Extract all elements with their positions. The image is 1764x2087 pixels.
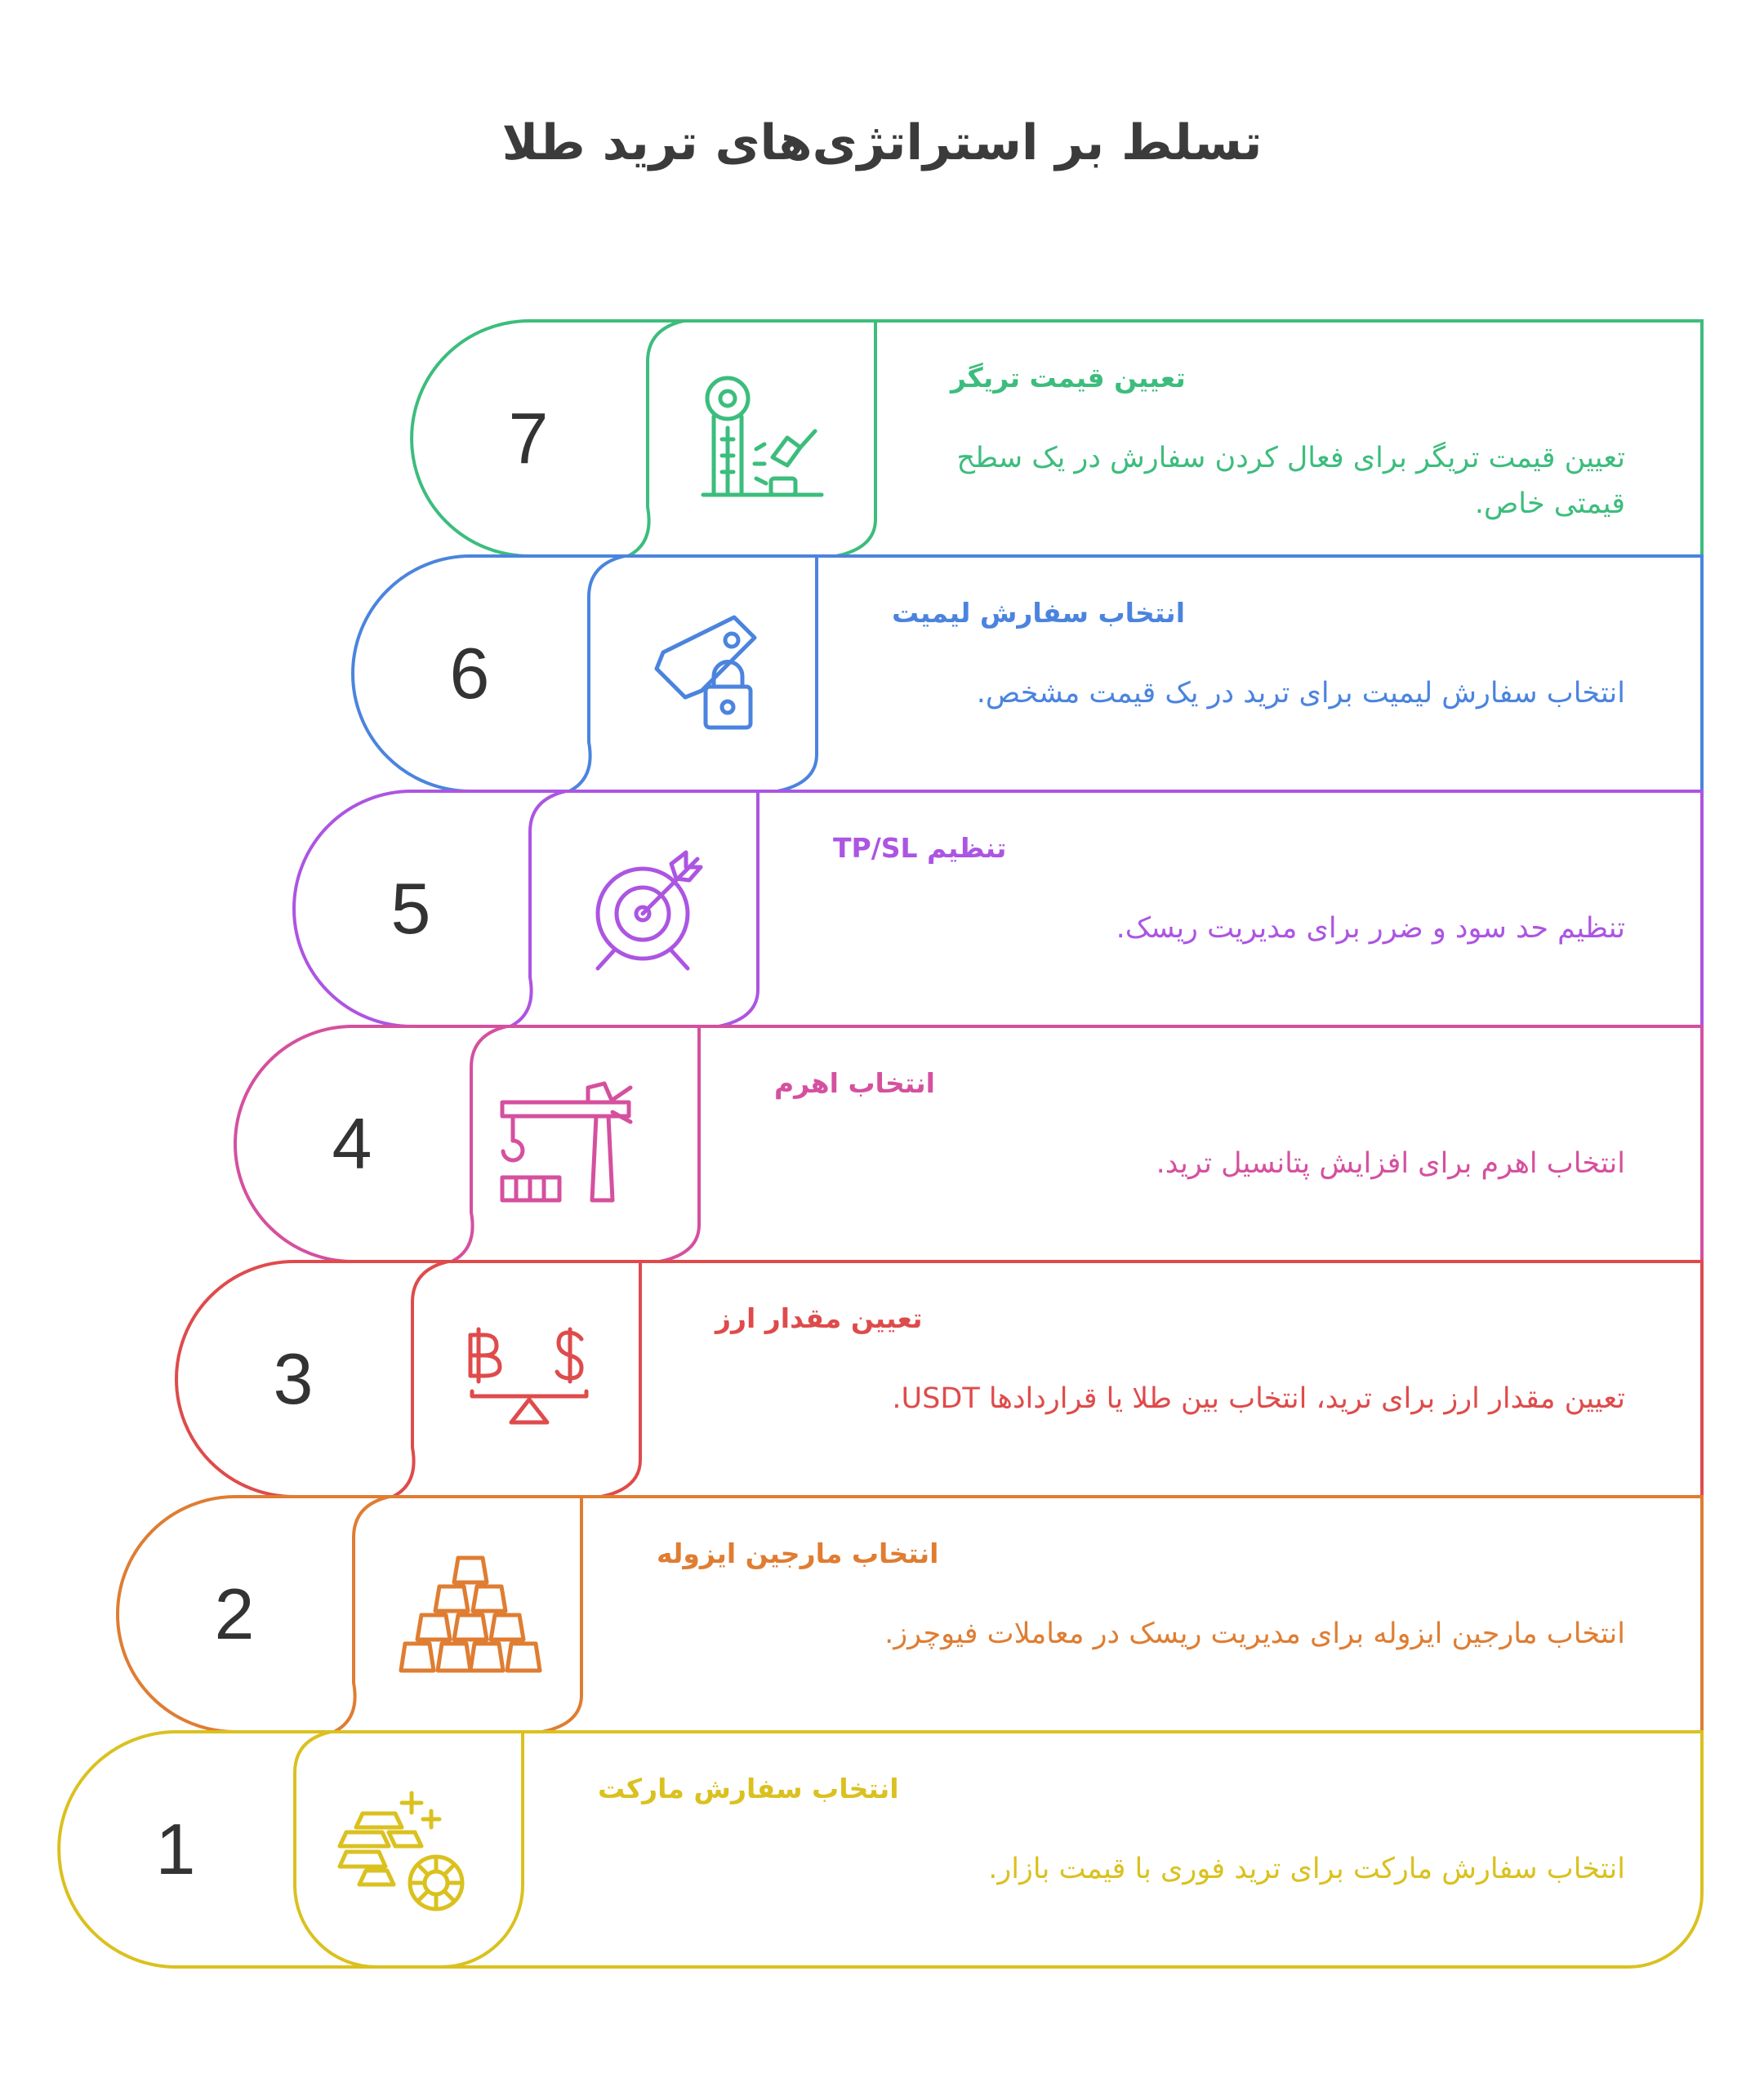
- icon-panel-1: [295, 1732, 523, 1967]
- step-description: تعیین مقدار ارز برای ترید، انتخاب بین طلا یا قراردادها USDT.: [892, 1382, 1625, 1415]
- step-title: انتخاب اهرم: [774, 1067, 935, 1099]
- step-title: تنظیم TP/SL: [833, 832, 1007, 864]
- step-title: انتخاب سفارش لیمیت: [892, 597, 1186, 629]
- icon-panel-7: [628, 321, 875, 556]
- step-number: 3: [273, 1338, 314, 1419]
- step-number: 5: [390, 868, 431, 949]
- step-description: انتخاب اهرم برای افزایش پتانسیل ترید.: [1156, 1147, 1625, 1180]
- step-description: انتخاب مارجین ایزوله برای مدیریت ریسک در معاملات فیوچرز.: [884, 1618, 1625, 1650]
- step-number: 2: [214, 1573, 255, 1654]
- step-number: 4: [332, 1103, 372, 1184]
- step-number: 7: [508, 398, 549, 478]
- step-title: انتخاب سفارش مارکت: [598, 1773, 899, 1804]
- step-description: تنظیم حد سود و ضرر برای مدیریت ریسک.: [1116, 912, 1625, 945]
- step-number: 6: [449, 633, 490, 714]
- step-description: انتخاب سفارش لیمیت برای ترید در یک قیمت مشخص.: [976, 677, 1625, 710]
- step-description: انتخاب سفارش مارکت برای ترید فوری با قیمت بازار.: [988, 1853, 1625, 1885]
- step-description: تعیین قیمت تریگر برای فعال کردن سفارش در یک سطح قیمتی خاص.: [956, 442, 1625, 520]
- icon-panel-4: [452, 1026, 699, 1262]
- icon-panel-6: [569, 556, 817, 791]
- page-title: تسلط بر استراتژی‌های ترید طلا: [501, 114, 1263, 171]
- icon-panel-5: [510, 791, 758, 1026]
- step-title: تعیین قیمت تریگر: [951, 362, 1186, 394]
- step-title: تعیین مقدار ارز: [715, 1302, 923, 1334]
- step-title: انتخاب مارجین ایزوله: [657, 1537, 939, 1569]
- icon-panel-3: [393, 1262, 640, 1497]
- step-number: 1: [155, 1809, 196, 1889]
